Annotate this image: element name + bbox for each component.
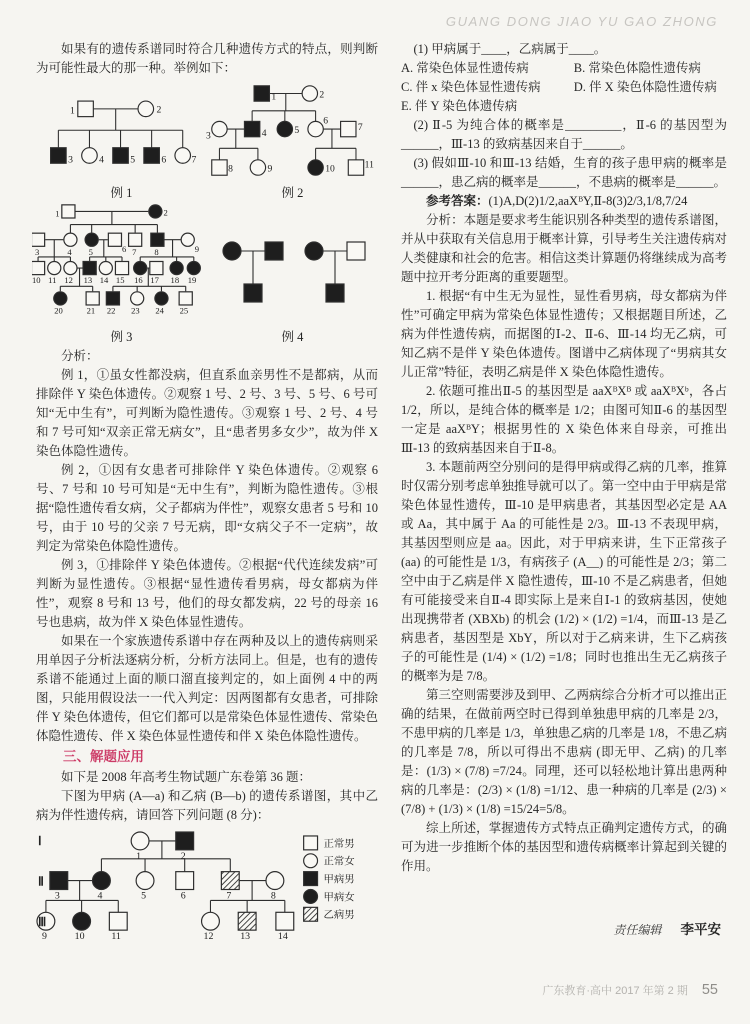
svg-text:15: 15 [115,275,125,286]
svg-text:5: 5 [293,124,299,136]
options-row-e [401,97,727,116]
svg-text:2: 2 [180,850,186,862]
svg-text:3: 3 [205,130,211,142]
question-1: (1) 甲病属于____，乙病属于____。 [413,42,607,56]
svg-text:1: 1 [54,208,60,219]
svg-text:8: 8 [227,163,233,175]
svg-text:13: 13 [83,275,92,286]
question-3: (3) 假如Ⅲ-10 和Ⅲ-13 结婚，生育的孩子患甲病的概率是______，患乙病的概率是______，不患病的概率是______。 [401,156,727,189]
figure-example-2 [207,81,378,201]
analysis-example-3: 例 3，①排除伴 Y 染色体遗传。②根据“代代连续发病”可判断为显性遗传。③根据“显性遗传看男病，母女都病为伴性”，观察 8 号和 13 号，他们的母女都发病，22 号的母亲 16 号也患病，故为伴 X 染色体显性遗传。 [36,558,378,629]
question-source-line: 如下是 2008 年高考生物试题广东卷第 36 题： [61,770,312,784]
editor-name: 李平安 [680,922,721,937]
intro-paragraph: 如果有的遗传系谱同时符合几种遗传方式的特点，则判断为可能性最大的那一种。举例如下： [36,42,378,75]
option-b: B. 常染色体隐性遗传病 [573,61,701,75]
question-2: (2) Ⅱ-5 为纯合体的概率是_________，Ⅱ-6 的基因型为______，Ⅲ-13 的致病基因来自于______。 [401,118,727,151]
svg-text:14: 14 [99,275,108,286]
svg-text:7: 7 [226,890,232,902]
svg-text:24: 24 [154,305,164,316]
example-figures [31,81,378,345]
svg-text:12: 12 [63,275,73,286]
figure-caption-1: 例 1 [110,186,133,200]
svg-text:2: 2 [155,104,161,116]
svg-text:7: 7 [190,154,196,166]
pedigree-chart-example-3 [32,201,212,325]
reference-answer [401,192,727,211]
svg-text:11: 11 [111,931,121,943]
svg-text:21: 21 [86,305,95,316]
svg-text:23: 23 [130,305,140,316]
svg-text:8: 8 [270,890,276,902]
options-row-cd [401,78,727,97]
svg-text:13: 13 [240,931,251,943]
svg-text:16: 16 [133,275,143,286]
analysis-point-4: 第三空则需要涉及到甲、乙两病综合分析才可以推出正确的结果，在做前两空时已得到单独患甲病的几率是 2/3，不患甲病的几率是 1/3，单独患乙病的几率是 1/8，不患乙病的几率是 7/8，所以可得出不患病 (即无甲、乙病) 的几率是：(1/3) × (7/8) =7/24。同理，还可以轻松地计算出患两种病的几率是：(2/3) × (1/8) =1/12、患一种病的几率是 (2/3) × (7/8) + (1/3) × (1/8) =15/24=5/8。 [401,688,727,816]
analysis-example-2: 例 2，①因有女患者可排除伴 Y 染色体遗传。②观察 6 号、7 号和 10 号可知是“无中生有”，判断为隐性遗传。③根据“隐性遗传看女病，父子都病为伴性”，观察女患者 5 号和 10 号，由于 10 号的父亲 7 号无病，即“女病父子不一定病”，故判定为常染色体隐性遗传。 [36,463,378,553]
svg-text:3: 3 [67,154,73,166]
svg-text:Ⅲ: Ⅲ [37,915,47,930]
section-heading-application: 三、解题应用 [63,749,144,764]
svg-text:19: 19 [187,275,196,286]
left-column [31,40,378,950]
pedigree-chart-example-2 [204,81,382,181]
svg-text:4: 4 [97,890,103,902]
journal-running-head: GUANG DONG JIAO YU GAO ZHONG [445,14,718,29]
svg-text:5: 5 [129,154,135,166]
svg-text:25: 25 [179,305,188,316]
page-columns [31,40,727,950]
analysis-overview: 分析：本题是要求考生能识别各种类型的遗传系谱图，并从中获取有关信息用于概率计算，引导考生关注遗传病对人类健康和社会的危害。相信这类计算题仍将继续成为高考题中拉开考分距离的重要题型。 [401,213,727,284]
svg-text:18: 18 [170,275,179,286]
svg-text:甲病男: 甲病男 [323,874,355,886]
option-e: E. 伴 Y 染色体遗传病 [401,99,518,113]
options-row-ab [401,59,727,78]
figure-example-1 [36,81,207,201]
svg-text:5: 5 [141,890,147,902]
svg-text:4: 4 [66,246,72,257]
svg-text:正常男: 正常男 [323,838,355,850]
analysis-multi-disease: 如果在一个家族遗传系谱中存在两种及以上的遗传病则采用单因子分析法逐病分析，分析方法同上。但是，也有的遗传系谱不能通过上面的顺口溜直接判定的，如上面例 4 中的两图，只能用假设法一一代入判定：因两图都有女患者，可排除伴 Y 染色体遗传，但它们都可以是常染色体显性遗传、常染色体隐性遗传、伴 X 染色体显性遗传和伴 X 染色体隐性遗传。 [36,634,378,743]
svg-text:6: 6 [160,154,166,166]
svg-text:11: 11 [47,275,56,286]
analysis-example-1: 例 1，①虽女性都没病，但直系血亲男性不是都病，从而排除伴 Y 染色体遗传。②观察 1 号、2 号、3 号、5 号、6 号可知“无中生有”，可判断为隐性遗传。③观察 1 号、2 号、4 号和 7 号可知“双亲正常无病女”，且“患者男多女少”，故为伴 X 染色体隐性遗传。 [36,368,378,458]
figure-example-3 [31,201,207,345]
svg-text:3: 3 [54,890,60,902]
editor-label: 责任编辑 [613,923,662,937]
svg-text:9: 9 [267,163,272,175]
svg-text:6: 6 [322,115,328,127]
svg-text:10: 10 [74,931,85,943]
analysis-point-2: 2. 依题可推出Ⅱ-5 的基因型是 aaXᴮXᴮ 或 aaXᴮXᵇ，各占 1/2，所以，是纯合体的概率是 1/2；由图可知Ⅱ-6 的基因型一定是 aaXᴮY；根据男性的 X 染色体来自母亲，可推出Ⅲ-13 的致病基因来自于Ⅱ-8。 [401,384,727,455]
question-pedigree-chart [36,829,378,950]
option-a: A. 常染色体显性遗传病 [401,61,529,75]
svg-text:7: 7 [357,122,363,134]
svg-text:7: 7 [131,246,136,257]
svg-text:12: 12 [203,931,214,943]
svg-text:17: 17 [149,275,159,286]
svg-text:14: 14 [277,931,288,943]
svg-text:9: 9 [41,931,47,943]
answer-label: 参考答案： [426,194,489,208]
svg-text:11: 11 [364,159,374,171]
question-intro: 下图为甲病 (A—a) 和乙病 (B—b) 的遗传系谱图，其中乙病为伴性遗传病，请回答下列问题 (8 分)： [36,789,378,822]
svg-text:正常女: 正常女 [323,856,355,868]
option-d: D. 伴 X 染色体隐性遗传病 [573,80,717,94]
svg-text:10: 10 [324,163,335,175]
pedigree-chart-example-1 [37,95,207,181]
svg-text:8: 8 [153,246,159,257]
journal-issue-line: 广东教育·高中 2017 年第 2 期 [542,985,688,997]
conclusion-paragraph: 综上所述，掌握遗传方式特点正确判定遗传方式，的确可为进一步推断个体的基因型和遗传病概率计算起到关键的作用。 [401,821,727,873]
pedigree-chart-example-4 [208,231,378,311]
svg-text:1: 1 [270,91,276,103]
figure-example-4 [207,201,378,345]
figure-caption-3: 例 3 [110,330,133,344]
analysis-label: 分析： [61,349,99,363]
svg-text:甲病女: 甲病女 [323,892,355,904]
figure-caption-2: 例 2 [281,186,304,200]
svg-text:10: 10 [31,275,41,286]
svg-text:Ⅱ: Ⅱ [37,874,44,889]
svg-text:5: 5 [88,246,93,257]
analysis-point-1: 1. 根据“有中生无为显性，显性看男病，母女都病为伴性”可确定甲病为常染色体显性遗传；又根据题目所述，乙病为伴性遗传病，而据图的Ⅰ-2、Ⅱ-6、Ⅲ-14 均无乙病，可知乙病不是伴 Y 染色体遗传。图谱中乙病体现了“男病其女儿正常”特征，表明乙病是伴 X 染色体隐性遗传。 [401,289,727,379]
svg-text:6: 6 [180,890,186,902]
svg-text:22: 22 [106,305,115,316]
svg-text:1: 1 [69,105,75,117]
svg-text:1: 1 [136,850,142,862]
svg-text:2: 2 [318,89,324,101]
svg-text:2: 2 [162,207,168,218]
svg-text:9: 9 [194,243,199,254]
svg-text:4: 4 [261,127,267,139]
svg-text:20: 20 [53,305,63,316]
figure-caption-4: 例 4 [281,330,304,344]
option-c: C. 伴 x 染色体显性遗传病 [401,80,541,94]
right-column [401,40,727,950]
svg-text:4: 4 [98,154,104,166]
svg-text:Ⅰ: Ⅰ [37,833,42,848]
answer-text: (1)A,D(2)1/2,aaXᴮY,Ⅱ-8(3)2/3,1/8,7/24 [488,194,688,208]
svg-text:6: 6 [121,243,126,254]
svg-text:3: 3 [34,246,39,257]
page-footer [542,982,718,998]
svg-text:乙病男: 乙病男 [323,910,355,922]
analysis-point-3: 3. 本题前两空分别问的是得甲病或得乙病的几率，推算时仅需分别考虑单独推导就可以了。第一空中由于甲病是常染色体显性遗传，Ⅲ-10 是甲病患者，其基因型必定是 AA 或 Aa，其中属于 Aa 的可能性是 2/3。Ⅲ-13 不表现甲病，其基因型则应是 aa。因此，对于甲病来讲，生下正常孩子 (aa) 的可能性是 1/3，有病孩子 (A__) 的可能性是 2/3；第二空中由于乙病是伴 X 隐性遗传，Ⅲ-10 不是乙病患者，但她有可能接受来自Ⅱ-4 即实际上是来自Ⅰ-1 的致病基因，使她出现携带者 (XBXb) 的机会 (1/2) × (1/2) =1/4，而Ⅲ-13 是乙病患者，基因型是 XbY，所以对于乙病来讲，生下乙病孩子的可能性是 (1/4) × (1/2) =1/8；同时也推出生无乙病孩子的概率为是 7/8。 [401,460,727,683]
editor-credit [401,920,727,940]
page-number: 55 [701,982,718,998]
